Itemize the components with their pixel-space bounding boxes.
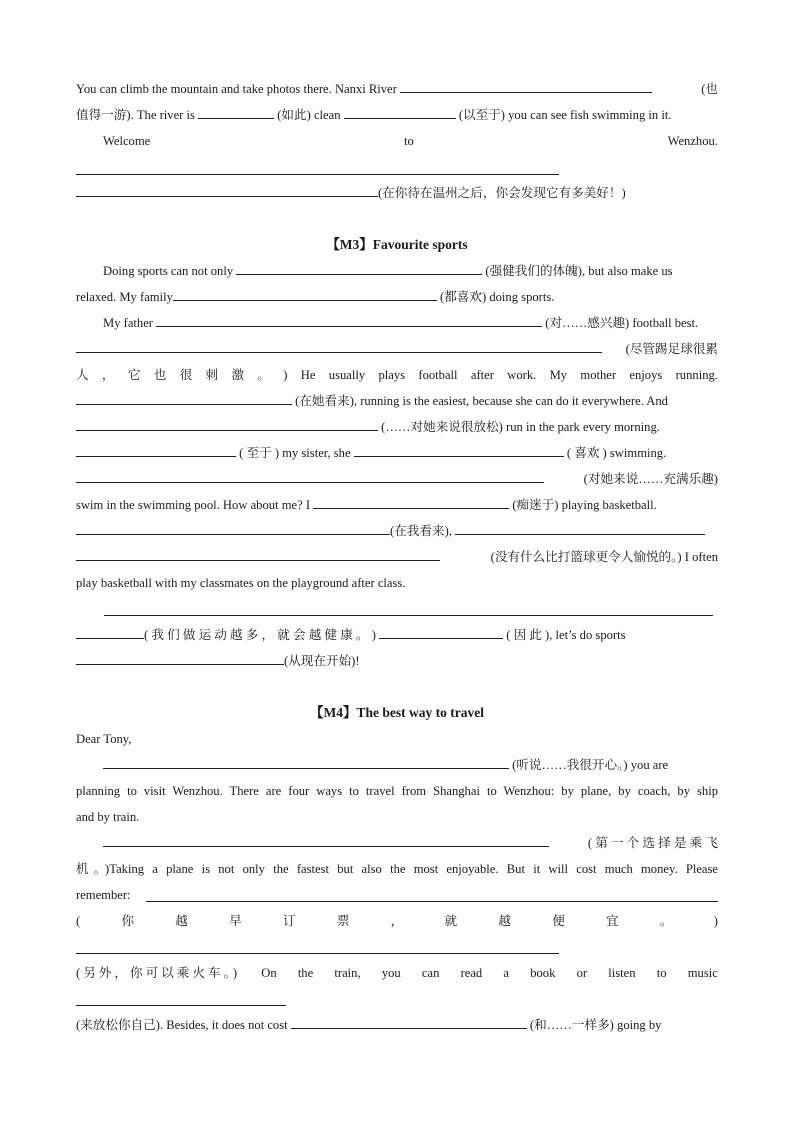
m3-line-16 [76,651,718,671]
m4-text: (来放松你自己). Besides, it does not cost [76,1018,291,1032]
blank-field[interactable] [76,469,544,483]
m4-char: ， [390,914,404,928]
m3-word: 它 [127,368,141,382]
blank-field[interactable] [146,901,718,902]
m3-word: 很 [179,368,193,382]
blank-field[interactable] [156,313,542,327]
m4-line-2: planning to visit Wenzhou. There are four ways to travel from Shanghai to Wenzhou: by plane, by coach, by ship [76,784,718,798]
blank-field[interactable] [104,615,713,616]
m3-word: My [549,368,568,382]
m3-word: enjoys [629,368,663,382]
m4-char: 便 [552,914,565,928]
m3-line-1 [103,261,718,281]
m4-line-5: 机。)Taking a plane is not only the fastest but also the most enjoyable. But it will cost much money. Please [76,862,718,876]
m3-word: football [418,368,458,382]
blank-field[interactable] [76,625,144,639]
m4-word: read [460,966,483,980]
m3-text: (都喜欢) doing sports. [436,290,555,304]
m4-word: you [381,966,401,980]
m4-word: listen [608,966,636,980]
blank-field[interactable] [76,183,378,197]
m4-char: 你 [121,914,135,928]
m4-greeting: Dear Tony, [76,732,132,746]
blank-field[interactable] [76,651,284,665]
m3-word: 激 [231,368,245,382]
m3-word: 人 [76,368,89,382]
blank-field[interactable] [173,287,437,301]
blank-field[interactable] [76,521,390,535]
m3-text: (对她来说……充满乐趣) [583,472,718,486]
m2-line-3 [103,131,718,151]
m2-text: (在你待在温州之后，你会发现它有多美好！) [378,186,626,200]
m4-text: ( 第 一 个 选 择 是 乘 飞 [587,836,718,850]
blank-field[interactable] [103,833,549,847]
m4-word: or [576,966,588,980]
m4-line-6 [76,885,718,905]
m3-text: (在我看来), [390,524,456,538]
m2-text: (以至于) you can see fish swimming in it. [455,108,672,122]
m3-word: plays [378,368,406,382]
m4-word: On [261,966,277,980]
blank-field[interactable] [76,547,440,561]
m3-line-11 [76,521,718,541]
blank-field[interactable] [236,261,482,275]
m4-char: 越 [175,914,188,928]
m2-word: Wenzhou. [667,134,718,148]
m4-text: (和……一样多) going by [526,1018,662,1032]
m3-heading: 【M3】Favourite sports [326,237,468,252]
m4-char: 越 [498,914,511,928]
m3-text: (在她看来), running is the easiest, because she can do it everywhere. And [292,394,668,408]
m3-text: ( 我 们 做 运 动 越 多 ， 就 会 越 健 康 。 ) [144,628,380,642]
blank-field[interactable] [76,417,378,431]
blank-field[interactable] [76,1005,286,1006]
m3-word: mother [580,368,617,382]
m4-text: remember: [76,888,131,902]
m3-line-4 [76,339,718,359]
m2-word: Welcome [103,134,151,148]
m3-line-8 [76,443,718,463]
m4-word: a [503,966,510,980]
m2-line-5 [76,183,718,203]
m3-text: ( 因 此 ), let’s do sports [503,628,626,642]
m4-line-9 [76,963,718,983]
m3-word: ) [283,368,288,382]
m4-char: 票 [336,914,350,928]
m3-line-12 [76,547,718,567]
m3-text: ( 喜欢 ) swimming. [563,446,667,460]
m4-char: 就 [444,914,458,928]
m2-line-2 [76,105,718,125]
m3-word: usually [328,368,366,382]
blank-field[interactable] [313,495,509,509]
m4-word: book [530,966,556,980]
m2-word: to [404,134,414,148]
m3-line-7 [76,417,718,437]
blank-field[interactable] [400,79,652,93]
m2-text: (如此) clean [274,108,344,122]
blank-field[interactable] [379,625,503,639]
m3-line-3 [103,313,718,333]
m4-line-4 [103,833,718,853]
m3-line-15 [76,625,718,645]
m3-word: running. [675,368,718,382]
m4-line-1 [103,755,718,775]
m2-text: 值得一游). The river is [76,108,199,122]
m3-line-13: play basketball with my classmates on the playground after class. [76,576,406,590]
m3-text: relaxed. My family [76,290,173,304]
m4-word: (另外，你可以乘火车。) [76,966,241,980]
m4-word: to [656,966,667,980]
m4-line-3: and by train. [76,810,140,824]
m3-text: My father [103,316,157,330]
m3-word: 刺 [205,368,219,382]
m3-text: (尽管踢足球很累 [625,342,718,356]
m4-text: (听说……我很开心。) you are [509,758,669,772]
m3-text: (对……感兴趣) football best. [542,316,699,330]
m3-text: (没有什么比打篮球更令人愉悦的。) I often [490,550,718,564]
m3-word: 也 [153,368,167,382]
blank-field[interactable] [455,521,705,535]
m3-word: ， [101,368,115,382]
m4-word: train, [334,966,361,980]
blank-field[interactable] [76,391,292,405]
m3-text: (痴迷于) playing basketball. [509,498,657,512]
m3-text: (强健我们的体魄), but also make us [482,264,673,278]
m4-word: can [421,966,440,980]
blank-field[interactable] [76,953,559,954]
m3-line-2 [76,287,718,307]
m4-line-7 [76,911,718,931]
m2-line-1 [76,79,718,99]
m3-text: ( 至于 ) my sister, she [236,446,354,460]
blank-field[interactable] [291,1015,527,1029]
blank-field[interactable] [76,339,602,353]
m4-line-11 [76,1015,718,1035]
m2-text: You can climb the mountain and take photos there. Nanxi River [76,82,400,96]
m3-line-10 [76,495,718,515]
m3-word: after [470,368,494,382]
m3-word: He [300,368,316,382]
m4-char: 订 [282,914,296,928]
blank-field[interactable] [76,174,559,175]
blank-field[interactable] [103,755,509,769]
blank-field[interactable] [76,443,236,457]
m4-word: the [297,966,314,980]
m4-word: music [687,966,718,980]
m4-char: ( [76,914,81,928]
blank-field[interactable] [344,105,456,119]
m3-word: work. [507,368,537,382]
m3-text: (……对她来说很放松) run in the park every morning. [378,420,660,434]
m3-text: swim in the swimming pool. How about me? I [76,498,314,512]
blank-field[interactable] [198,105,274,119]
blank-field[interactable] [354,443,564,457]
m2-text: (也 [701,82,718,96]
m3-line-6 [76,391,718,411]
m3-word: 。 [257,368,270,382]
m4-char: 宜 [606,914,619,928]
m4-char: 。 [659,914,673,928]
m3-line-5 [76,365,718,385]
m3-text: Doing sports can not only [103,264,237,278]
m3-text: (从现在开始)! [284,654,360,668]
m3-line-9 [76,469,718,489]
m4-heading: 【M4】The best way to travel [310,705,484,720]
m4-char: 早 [229,914,242,928]
m4-char: ) [713,914,718,928]
